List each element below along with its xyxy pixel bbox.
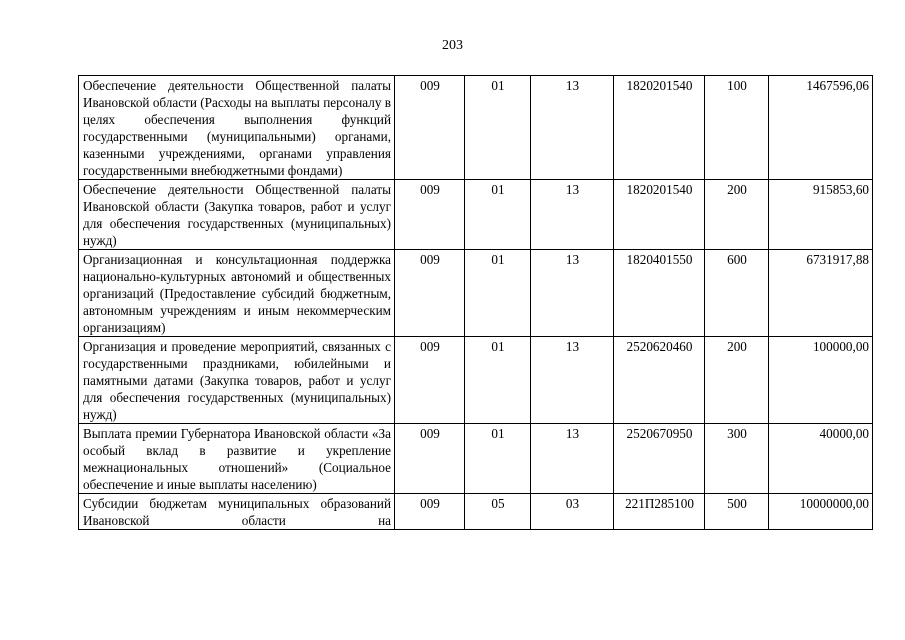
subsection-code: 13 [531, 250, 614, 337]
section-code: 01 [465, 337, 531, 424]
target-article-code: 221П285100 [614, 494, 705, 530]
table-row [79, 250, 873, 337]
amount: 6731917,88 [769, 250, 873, 337]
subsection-code: 13 [531, 424, 614, 494]
target-article-code: 2520670950 [614, 424, 705, 494]
amount: 915853,60 [769, 180, 873, 250]
amount: 40000,00 [769, 424, 873, 494]
amount: 1467596,06 [769, 76, 873, 180]
row-description: Обеспечение деятельности Общественной палаты Ивановской области (Закупка товаров, работ и услуг для обеспечения государственных (муниципальных) нужд) [79, 180, 395, 250]
expense-type-code: 200 [705, 180, 769, 250]
target-article-code: 1820201540 [614, 76, 705, 180]
expense-type-code: 500 [705, 494, 769, 530]
page-number: 203 [442, 38, 463, 53]
budget-table [78, 75, 873, 530]
expense-type-code: 100 [705, 76, 769, 180]
row-description: Организация и проведение мероприятий, связанных с государственными праздниками, юбилейными и памятными датами (Закупка товаров, работ и услуг для обеспечения государственных (муниципальных) нужд) [79, 337, 395, 424]
row-description: Обеспечение деятельности Общественной палаты Ивановской области (Расходы на выплаты персоналу в целях обеспечения выполнения функций государственными (муниципальными) органами, казенными учреждениями, органами управления государственными внебюджетными фондами) [79, 76, 395, 180]
row-description: Организационная и консультационная поддержка национально-культурных автономий и общественных организаций (Предоставление субсидий бюджетным, автономным учреждениям и иным некоммерческим организациям) [79, 250, 395, 337]
subsection-code: 13 [531, 337, 614, 424]
row-description: Субсидии бюджетам муниципальных образований Ивановской области на [79, 494, 395, 530]
subsection-code: 03 [531, 494, 614, 530]
target-article-code: 1820201540 [614, 180, 705, 250]
ministry-code: 009 [395, 337, 465, 424]
target-article-code: 1820401550 [614, 250, 705, 337]
table-row [79, 337, 873, 424]
table-row [79, 180, 873, 250]
section-code: 01 [465, 180, 531, 250]
expense-type-code: 300 [705, 424, 769, 494]
expense-type-code: 600 [705, 250, 769, 337]
table-row [79, 424, 873, 494]
subsection-code: 13 [531, 76, 614, 180]
expense-type-code: 200 [705, 337, 769, 424]
ministry-code: 009 [395, 76, 465, 180]
ministry-code: 009 [395, 424, 465, 494]
section-code: 01 [465, 76, 531, 180]
target-article-code: 2520620460 [614, 337, 705, 424]
amount: 10000000,00 [769, 494, 873, 530]
table-row [79, 494, 873, 530]
section-code: 05 [465, 494, 531, 530]
amount: 100000,00 [769, 337, 873, 424]
ministry-code: 009 [395, 250, 465, 337]
table-row [79, 76, 873, 180]
section-code: 01 [465, 424, 531, 494]
section-code: 01 [465, 250, 531, 337]
ministry-code: 009 [395, 494, 465, 530]
row-description: Выплата премии Губернатора Ивановской области «За особый вклад в развитие и укрепление межнациональных отношений» (Социальное обеспечение и иные выплаты населению) [79, 424, 395, 494]
ministry-code: 009 [395, 180, 465, 250]
subsection-code: 13 [531, 180, 614, 250]
